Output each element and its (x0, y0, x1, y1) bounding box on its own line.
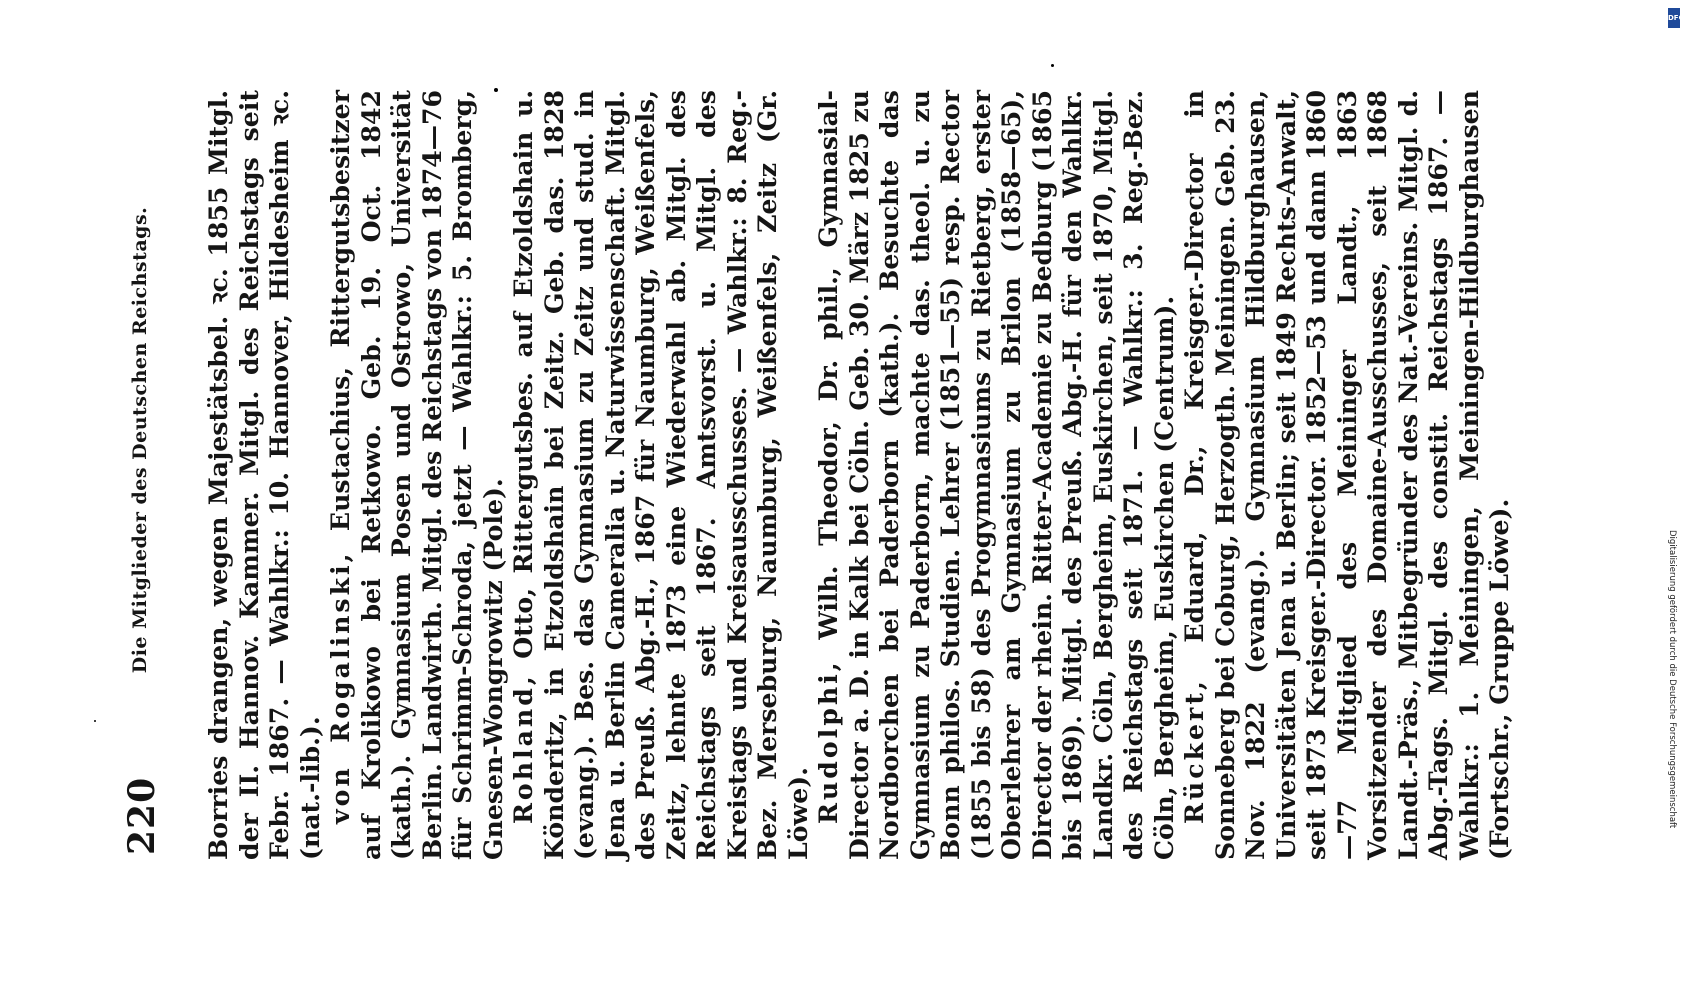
entry-rohland (508, 90, 813, 860)
scan-speck (494, 88, 498, 92)
entry-rudolphi (813, 90, 1179, 860)
dfg-logo: DFG (1668, 8, 1680, 28)
entry-text: Borries drangen, wegen Majestätsbel. ꝛc. 1855 Mitgl. der II. Hannov. Kammer. Mitgl. des Reichstags seit Febr. 1867. — Wahlkr.: 10. Hannover, Hildesheim ꝛc. (nat.-lib.). (203, 90, 325, 860)
page-number: 220 (121, 776, 163, 855)
scan-speck (94, 720, 96, 722)
entry-name: Rohland, (508, 673, 538, 824)
entry-text: Otto, Rittergutsbes. auf Etzoldshain u. Könderitz, in Etzoldshain bei Zeitz. Geb. das. 1828 (evang.). Bes. das Gymnasium zu Zeitz und stud. in Jena u. Berlin Cameralia u. Naturwissenschaft. Mitgl. des Preuß. Abg.-H., 1867 für Naumburg, Weißenfels, Zeitz, lehnte 1873 eine Wiederwahl ab. Mitgl. des Reichstags seit 1867. Amtsvorst. u. Mitgl. des Kreistags und Kreisausschusses. — Wahlkr.: 8. Reg.-Bez. Merseburg, Naumburg, Weißenfels, Zeitz (Gr. Löwe). (508, 90, 813, 860)
running-title: Die Mitglieder des Deutschen Reichstags. (129, 206, 151, 674)
entry-text: Wilh. Theodor, Dr. phil., Gymnasial-Director a. D. in Kalk bei Cöln. Geb. 30. März 1825 zu Nordborchen bei Paderborn (kath.). Besuchte das Gymnasium zu Paderborn, machte das. theol. u. zu Bonn philos. Studien. Lehrer (1851—55) resp. Rector (1855 bis 58) des Progymnasiums zu Rietberg, erster Oberlehrer am Gymnasium zu Brilon (1858—65), Director der rhein. Ritter-Academie zu Bedburg (1865 bis 1869). Mitgl. des Preuß. Abg.-H. für den Wahlkr. Landkr. Cöln, Bergheim, Euskirchen, seit 1870, Mitgl. des Reichstags seit 1871. — Wahlkr.: 3. Reg.-Bez. Cöln, Bergheim, Euskirchen (Centrum). (813, 90, 1179, 860)
entry-name: Rückert, (1179, 678, 1209, 824)
entry-text: Eduard, Dr., Kreisger.-Director in Sonneberg bei Coburg, Herzogth. Meiningen. Geb. 23. Nov. 1822 (evang.). Gymnasium Hildburghausen, Universitäten Jena u. Berlin; seit 1849 Rechts-Anwalt, seit 1873 Kreisger.-Director. 1852—53 und dann 1860—77 Mitglied des Meininger Landt., 1863 Vorsitzender des Domaine-Ausschusses, seit 1868 Landt.-Präs., Mitbegründer des Nat.-Vereins. Mitgl. d. Abg.-Tags. Mitgl. des constit. Reichstags 1867. — Wahlkr.: 1. Meiningen, Meiningen-Hildburghausen (Fortschr., Gruppe Löwe). (1179, 90, 1514, 860)
entry-name: Rudolphi, (813, 659, 843, 824)
entry-name: von Rogalinski, (325, 550, 355, 824)
scan-speck (1051, 64, 1054, 67)
member-entries (203, 90, 1573, 860)
page-header (121, 95, 161, 855)
entry-rueckert (1179, 90, 1515, 860)
entry-borries-continued (203, 90, 325, 860)
entry-rogalinski (325, 90, 508, 860)
scanned-page (93, 50, 1593, 950)
entry-text: Eustachius, Rittergutsbesitzer auf Krolikowo bei Retkowo. Geb. 19. Oct. 1842 (kath.). Gymnasium Posen und Ostrowo, Universität Berlin. Landwirth. Mitgl. des Reichstags von 1874—76 für Schrimm-Schroda, jetzt — Wahlkr.: 5. Bromberg, Gnesen-Wongrowitz (Pole). (325, 90, 508, 860)
digitization-note: Digitalisierung gefördert durch die Deutsche Forschungsgemeinschaft (1667, 530, 1677, 829)
